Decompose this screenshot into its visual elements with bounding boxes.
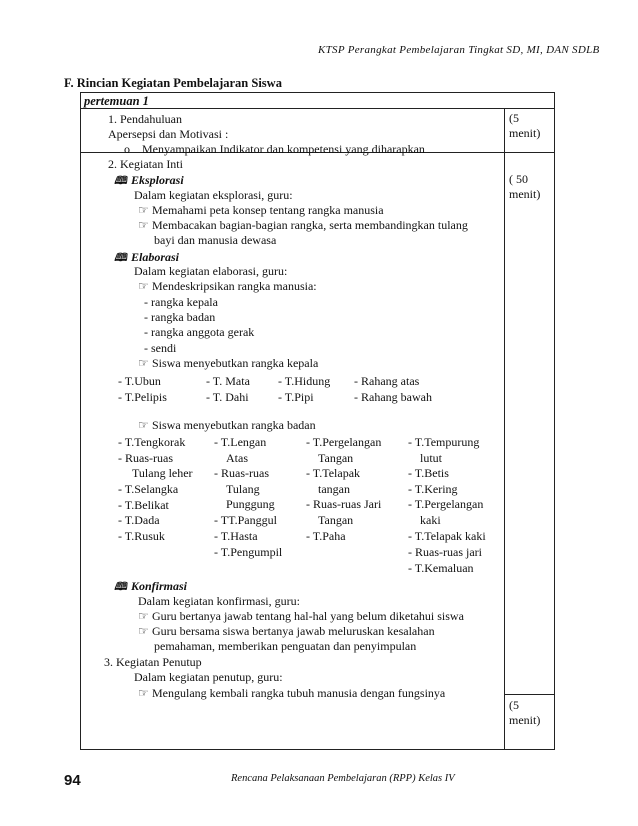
dash: - <box>118 498 122 512</box>
body-bone <box>306 497 381 512</box>
body-bone <box>118 451 173 466</box>
part-text: rangka anggota gerak <box>151 325 255 339</box>
intro-time-a: (5 <box>509 111 519 125</box>
bone-name: T.Pipi <box>284 390 314 404</box>
part-text: rangka badan <box>151 310 216 324</box>
closing-time-a: (5 <box>509 698 519 712</box>
confirm-p2-cont: pemahaman, memberikan penguatan dan penyimpulan <box>154 639 417 653</box>
bone-name: T.Pelipis <box>124 390 167 404</box>
head-bone <box>118 390 167 405</box>
dash: - <box>118 435 122 449</box>
confirm-p2 <box>138 624 435 639</box>
body-bone <box>118 482 178 497</box>
body-bone <box>118 435 185 450</box>
elab-p1 <box>138 279 317 294</box>
bone-name: T. Mata <box>212 374 250 388</box>
core-time-b: menit) <box>509 187 541 201</box>
dash: - <box>408 435 412 449</box>
body-bone-cont: Tulang leher <box>132 466 193 480</box>
elab-p3-text: Siswa menyebutkan rangka badan <box>152 418 316 432</box>
bone-name: T.Tengkorak <box>124 435 186 449</box>
explore-p2 <box>138 218 468 233</box>
bone-name: T.Tempurung <box>414 435 480 449</box>
explore-p1-text: Memahami peta konsep tentang rangka manusia <box>152 203 384 217</box>
body-bone <box>214 545 282 560</box>
dash: - <box>118 482 122 496</box>
body-bone-cont: kaki <box>420 513 441 527</box>
bone-name: Ruas-ruas jari <box>415 545 482 559</box>
head-bone <box>206 374 250 389</box>
body-bone <box>118 529 165 544</box>
bone-name: T.Pengumpil <box>220 545 283 559</box>
dash: - <box>214 435 218 449</box>
part-item <box>144 310 215 325</box>
pointing-hand-icon: ☞ <box>138 609 149 623</box>
section-title: F. Rincian Kegiatan Pembelajaran Siswa <box>64 76 282 90</box>
body-bone-cont: Punggung <box>226 497 275 511</box>
bone-name: TT.Panggul <box>220 513 277 527</box>
closing-item: 3. Kegiatan Penutup <box>104 655 202 669</box>
bone-name: T.Paha <box>312 529 346 543</box>
meeting-label: pertemuan 1 <box>84 94 149 108</box>
dash: - <box>306 466 310 480</box>
dash: - <box>214 513 218 527</box>
explore-p2-text: Membacakan bagian-bagian rangka, serta membandingkan tulang <box>152 218 468 232</box>
intro-time-b: menit) <box>509 126 541 140</box>
table-border-right <box>554 92 555 750</box>
bone-name: Ruas-ruas <box>125 451 173 465</box>
body-bone <box>408 497 483 512</box>
bone-name: Rahang bawah <box>361 390 432 404</box>
dash: - <box>118 374 122 388</box>
explore-p1 <box>138 203 384 218</box>
bone-name: T.Hasta <box>220 529 258 543</box>
core-time-a: ( 50 <box>509 172 528 186</box>
bone-name: T.Belikat <box>124 498 169 512</box>
closing-time-b: menit) <box>509 713 541 727</box>
closing-p1 <box>138 686 445 701</box>
pointing-hand-icon: ☞ <box>138 418 149 432</box>
confirm-lead: Dalam kegiatan konfirmasi, guru: <box>138 594 300 608</box>
explore-lead: Dalam kegiatan eksplorasi, guru: <box>134 188 293 202</box>
elab-p1-text: Mendeskripsikan rangka manusia: <box>152 279 317 293</box>
dash: - <box>408 545 412 559</box>
body-bone <box>408 561 474 576</box>
dash: - <box>408 482 412 496</box>
footer-text: Rencana Pelaksanaan Pembelajaran (RPP) Kelas IV <box>231 773 455 784</box>
table-border-top <box>80 92 555 93</box>
dash: - <box>408 561 412 575</box>
pointing-hand-icon: ☞ <box>138 203 149 217</box>
head-bone <box>118 374 161 389</box>
body-bone <box>214 435 266 450</box>
part-text: rangka kepala <box>151 295 218 309</box>
elab-lead: Dalam kegiatan elaborasi, guru: <box>134 264 288 278</box>
dash: - <box>408 497 412 511</box>
body-bone <box>306 466 360 481</box>
body-bone-cont: lutut <box>420 451 443 465</box>
book-icon: 🕮 <box>114 252 127 264</box>
body-bone-cont: Tulang <box>226 482 260 496</box>
dash: - <box>206 390 210 404</box>
elab-p2 <box>138 356 318 371</box>
pointing-hand-icon: ☞ <box>138 356 149 370</box>
bone-name: T.Pergelangan <box>312 435 382 449</box>
dash: - <box>118 529 122 543</box>
core-item: 2. Kegiatan Inti <box>108 157 183 171</box>
confirm-p2-text: Guru bersama siswa bertanya jawab meluruskan kesalahan <box>152 624 435 638</box>
head-bone <box>278 390 314 405</box>
body-bone <box>408 466 449 481</box>
body-bone-cont: Tangan <box>318 513 354 527</box>
dash: - <box>278 374 282 388</box>
dash: - <box>278 390 282 404</box>
dash: - <box>206 374 210 388</box>
table-border-left <box>80 92 81 750</box>
bone-name: T.Dada <box>124 513 160 527</box>
body-bone <box>408 482 458 497</box>
dash: - <box>144 325 148 339</box>
meeting-row-divider <box>80 108 555 109</box>
bullet-icon: o <box>124 142 130 156</box>
dash: - <box>214 529 218 543</box>
elab-p2-text: Siswa menyebutkan rangka kepala <box>152 356 319 370</box>
bone-name: T.Betis <box>414 466 449 480</box>
intro-sub: Apersepsi dan Motivasi : <box>108 127 229 141</box>
dash: - <box>214 545 218 559</box>
intro-point <box>124 142 425 157</box>
body-bone <box>408 545 482 560</box>
dash: - <box>408 466 412 480</box>
dash: - <box>306 529 310 543</box>
body-bone-cont: tangan <box>318 482 350 496</box>
part-item <box>144 325 254 340</box>
dash: - <box>306 497 310 511</box>
book-icon: 🕮 <box>114 175 127 187</box>
table-border-bottom <box>80 749 555 750</box>
elab-p3 <box>138 418 316 433</box>
bone-name: Ruas-ruas <box>221 466 269 480</box>
pointing-hand-icon: ☞ <box>138 218 149 232</box>
part-item <box>144 295 218 310</box>
bone-name: T.Hidung <box>284 374 331 388</box>
pointing-hand-icon: ☞ <box>138 686 149 700</box>
body-bone <box>214 529 258 544</box>
body-bone <box>214 466 269 481</box>
bone-name: Ruas-ruas Jari <box>313 497 382 511</box>
closing-lead: Dalam kegiatan penutup, guru: <box>134 670 283 684</box>
explore-title: Eksplorasi <box>130 173 184 187</box>
dash: - <box>118 451 122 465</box>
dash: - <box>214 466 218 480</box>
bone-name: T. Dahi <box>212 390 249 404</box>
dash: - <box>118 513 122 527</box>
intro-point-text: Menyampaikan Indikator dan kompetensi yang diharapkan <box>142 142 425 156</box>
head-bone <box>354 374 419 389</box>
dash: - <box>118 390 122 404</box>
body-bone <box>118 498 169 513</box>
dash: - <box>354 374 358 388</box>
bone-name: T.Selangka <box>124 482 179 496</box>
bone-name: T.Kemaluan <box>414 561 474 575</box>
dash: - <box>408 529 412 543</box>
explore-p2-cont: bayi dan manusia dewasa <box>154 233 277 247</box>
part-item <box>144 341 176 356</box>
bone-name: T.Rusuk <box>124 529 165 543</box>
head-bone <box>278 374 330 389</box>
dash: - <box>306 435 310 449</box>
dash: - <box>144 295 148 309</box>
body-bone <box>408 435 479 450</box>
pointing-hand-icon: ☞ <box>138 624 149 638</box>
bone-name: T.Telapak <box>312 466 361 480</box>
body-bone <box>408 529 486 544</box>
body-bone <box>306 529 346 544</box>
intro-item: 1. Pendahuluan <box>108 112 182 126</box>
closing-p1-text: Mengulang kembali rangka tubuh manusia dengan fungsinya <box>152 686 446 700</box>
body-bone <box>214 513 277 528</box>
running-header: KTSP Perangkat Pembelajaran Tingkat SD, MI, DAN SDLB <box>318 44 600 56</box>
confirm-title: Konfirmasi <box>130 579 187 593</box>
dash: - <box>144 341 148 355</box>
bone-name: T.Pergelangan <box>414 497 484 511</box>
bone-name: Rahang atas <box>361 374 420 388</box>
bone-name: T.Ubun <box>124 374 161 388</box>
body-bone-cont: Tangan <box>318 451 354 465</box>
part-text: sendi <box>151 341 177 355</box>
time-column-divider <box>504 108 505 750</box>
pointing-hand-icon: ☞ <box>138 279 149 293</box>
bone-name: T.Lengan <box>220 435 267 449</box>
body-bone <box>118 513 160 528</box>
page-number: 94 <box>64 772 81 789</box>
dash: - <box>144 310 148 324</box>
book-icon: 🕮 <box>114 581 127 593</box>
confirm-p1 <box>138 609 464 624</box>
head-bone <box>354 390 432 405</box>
elab-title: Elaborasi <box>130 250 179 264</box>
head-bone <box>206 390 249 405</box>
body-bone-cont: Atas <box>226 451 248 465</box>
bone-name: T.Kering <box>414 482 458 496</box>
bone-name: T.Telapak kaki <box>414 529 486 543</box>
dash: - <box>354 390 358 404</box>
body-bone <box>306 435 381 450</box>
confirm-p1-text: Guru bertanya jawab tentang hal-hal yang belum diketahui siswa <box>152 609 464 623</box>
closing-time-divider <box>504 694 555 695</box>
